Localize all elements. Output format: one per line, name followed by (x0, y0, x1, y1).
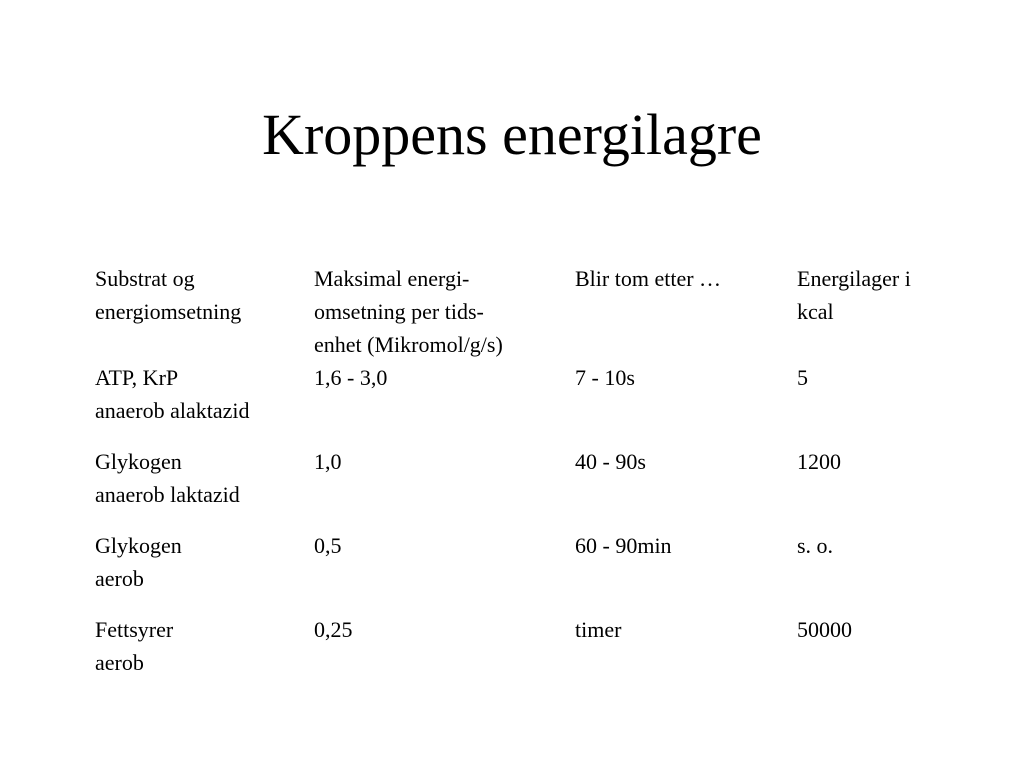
substrate-process: anaerob alaktazid (95, 398, 250, 423)
max-rate-cell: 1,0 (314, 449, 342, 474)
header-substrate-line-2: energiomsetning (95, 299, 242, 324)
header-substrate-line-1: Substrat og (95, 266, 195, 291)
substrate-name: Glykogen (95, 533, 182, 558)
table-row (95, 613, 955, 679)
empty-after-cell: 60 - 90min (575, 533, 672, 558)
header-empty-after (575, 262, 721, 295)
table-row (95, 529, 955, 595)
substrate-name: Fettsyrer (95, 617, 174, 642)
energy-kcal-cell: 5 (797, 365, 808, 390)
header-energy-kcal-line-2: kcal (797, 299, 834, 324)
substrate-name: Glykogen (95, 449, 182, 474)
substrate-process: aerob (95, 566, 144, 591)
header-max-rate-line-2: omsetning per tids- (314, 299, 484, 324)
header-max-rate-line-1: Maksimal energi- (314, 266, 470, 291)
substrate-process: anaerob laktazid (95, 482, 240, 507)
empty-after-cell: timer (575, 617, 622, 642)
table-row (95, 361, 955, 427)
substrate-cell (95, 445, 240, 511)
header-max-rate (314, 262, 503, 361)
empty-after-cell: 7 - 10s (575, 365, 635, 390)
max-rate-cell: 1,6 - 3,0 (314, 365, 388, 390)
header-max-rate-line-3: enhet (Mikromol/g/s) (314, 332, 503, 357)
max-rate-cell: 0,25 (314, 617, 353, 642)
table-row (95, 445, 955, 511)
header-energy-kcal-line-1: Energilager i (797, 266, 911, 291)
substrate-cell (95, 613, 173, 679)
substrate-process: aerob (95, 650, 144, 675)
header-substrate (95, 262, 241, 328)
substrate-cell (95, 529, 182, 595)
header-energy-kcal (797, 262, 911, 328)
substrate-name: ATP, KrP (95, 365, 179, 390)
energy-kcal-cell: 50000 (797, 617, 852, 642)
header-empty-after-line-1: Blir tom etter … (575, 266, 722, 291)
max-rate-cell: 0,5 (314, 533, 342, 558)
table-header-row (95, 262, 955, 361)
energy-kcal-cell: 1200 (797, 449, 841, 474)
slide-title: Kroppens energilagre (262, 102, 762, 167)
substrate-cell (95, 361, 250, 427)
energy-kcal-cell: s. o. (797, 533, 834, 558)
empty-after-cell: 40 - 90s (575, 449, 646, 474)
